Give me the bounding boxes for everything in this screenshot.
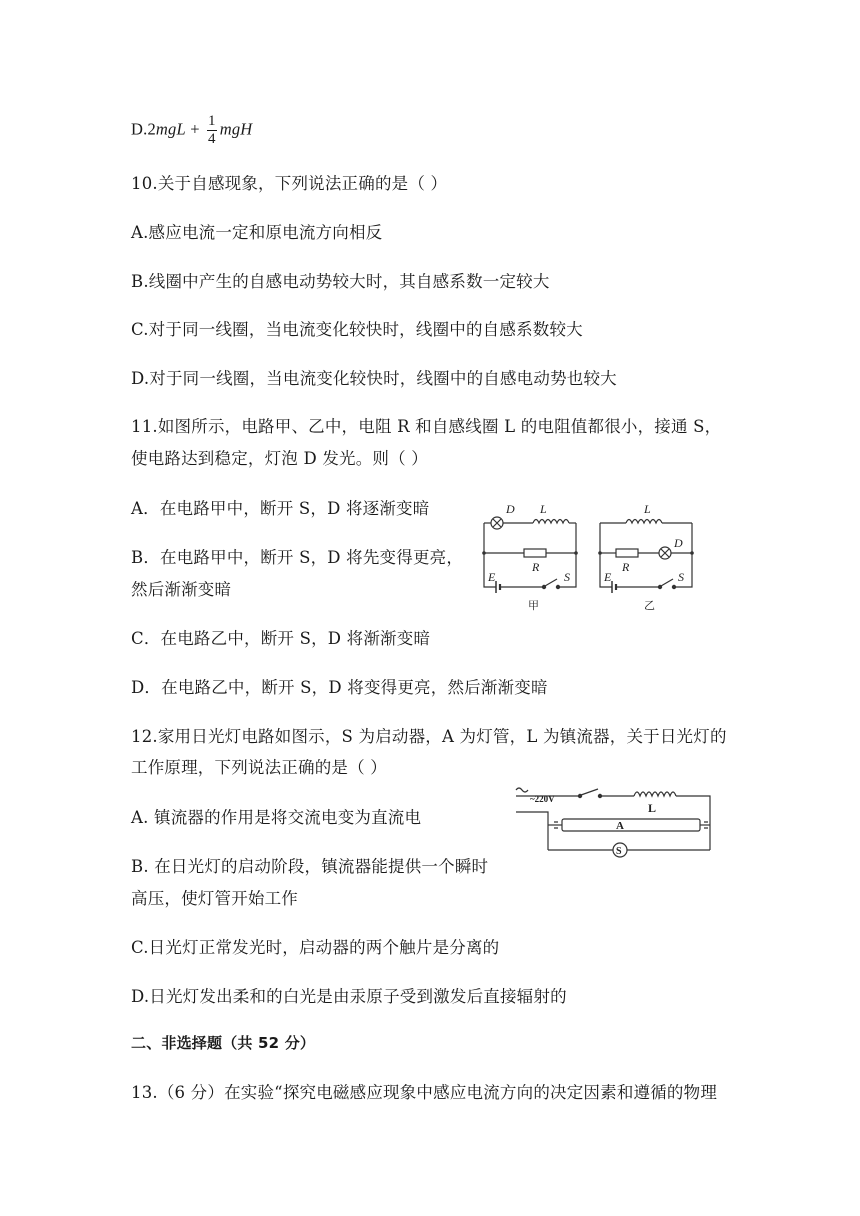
caption-yi: 乙	[644, 600, 655, 612]
fraction-numerator: 1	[208, 113, 216, 129]
q10-option-a: A.感应电流一定和原电流方向相反	[131, 223, 383, 242]
q9-option-d-prefix: D.	[131, 119, 148, 139]
q10-option-d: D.对于同一线圈，当电流变化较快时，线圈中的自感电动势也较大	[131, 369, 617, 388]
caption-jia: 甲	[528, 600, 539, 612]
q9-option-d-term2: mgH	[219, 119, 253, 139]
label-l: L	[644, 502, 651, 516]
label-s: S	[678, 570, 684, 584]
label-d: D	[674, 536, 683, 550]
switch-icon	[661, 579, 673, 586]
label-a: A	[616, 820, 624, 832]
label-r: R	[622, 560, 630, 574]
q10-option-c: C.对于同一线圈，当电流变化较快时，线圈中的自感系数较大	[131, 320, 583, 339]
switch-icon	[581, 789, 598, 795]
q11-option-a: A．在电路甲中，断开 S，D 将逐渐变暗	[131, 499, 430, 518]
q12-stem-line1: 12.家用日光灯电路如图示，S 为启动器，A 为灯管，L 为镇流器，关于日光灯的	[131, 727, 727, 746]
q12-option-a: A. 镇流器的作用是将交流电变为直流电	[131, 808, 422, 827]
q12-option-b-line2: 高压，使灯管开始工作	[131, 889, 298, 908]
section-2-title: 二、非选择题（共 52 分）	[131, 1034, 316, 1052]
q12-option-d: D.日光灯发出柔和的白光是由汞原子受到激发后直接辐射的	[131, 987, 567, 1006]
q9-option-d	[131, 113, 252, 148]
inductor-coil-icon	[626, 520, 662, 524]
q9-option-d-fraction	[207, 113, 217, 148]
q12-stem-line2: 工作原理，下列说法正确的是（ ）	[131, 758, 387, 777]
switch-icon	[545, 579, 557, 586]
label-l: L	[648, 801, 657, 815]
q11-circuit-figure	[478, 495, 703, 615]
q9-option-d-coef: 2	[147, 119, 156, 139]
resistor-icon	[616, 549, 638, 557]
q10-option-b: B.线圈中产生的自感电动势较大时，其自感系数一定较大	[131, 272, 550, 291]
lamp-tube-icon	[562, 819, 700, 831]
q11-option-b-line1: B．在电路甲中，断开 S，D 将先变得更亮，	[131, 548, 464, 567]
label-s: S	[564, 570, 570, 584]
circuit-jia	[484, 517, 576, 593]
label-e: E	[488, 570, 496, 584]
q9-option-d-term1: mgL	[155, 119, 186, 139]
q12-fluorescent-circuit-figure	[510, 782, 720, 862]
inductor-coil-icon	[533, 520, 569, 524]
q11-option-c: C．在电路乙中，断开 S，D 将渐渐变暗	[131, 629, 431, 648]
fraction-denominator: 4	[208, 131, 216, 147]
q11-option-b-line2: 然后渐渐变暗	[131, 580, 232, 599]
q13-stem: 13.（6 分）在实验“探究电磁感应现象中感应电流方向的决定因素和遵循的物理	[131, 1083, 718, 1102]
q9-option-d-plus: +	[190, 119, 200, 139]
ac-source-icon	[516, 788, 528, 792]
q12-option-b-line1: B. 在日光灯的启动阶段，镇流器能提供一个瞬时	[131, 857, 489, 876]
label-r: R	[532, 560, 540, 574]
label-e: E	[604, 570, 612, 584]
label-220v: ~220V	[530, 794, 555, 804]
label-l: L	[540, 502, 547, 516]
label-s: S	[616, 846, 622, 857]
label-d: D	[506, 502, 515, 516]
ballast-coil-icon	[634, 792, 676, 796]
q11-option-d: D．在电路乙中，断开 S，D 将变得更亮，然后渐渐变暗	[131, 678, 548, 697]
q10-stem: 10.关于自感现象，下列说法正确的是（ ）	[131, 174, 448, 193]
q11-stem-line2: 使电路达到稳定，灯泡 D 发光。则（ ）	[131, 449, 428, 468]
q12-option-c: C.日光灯正常发光时，启动器的两个触片是分离的	[131, 938, 500, 957]
q11-stem-line1: 11.如图所示，电路甲、乙中，电阻 R 和自感线圈 L 的电阻值都很小，接通 S，	[131, 417, 722, 436]
resistor-icon	[524, 549, 546, 557]
